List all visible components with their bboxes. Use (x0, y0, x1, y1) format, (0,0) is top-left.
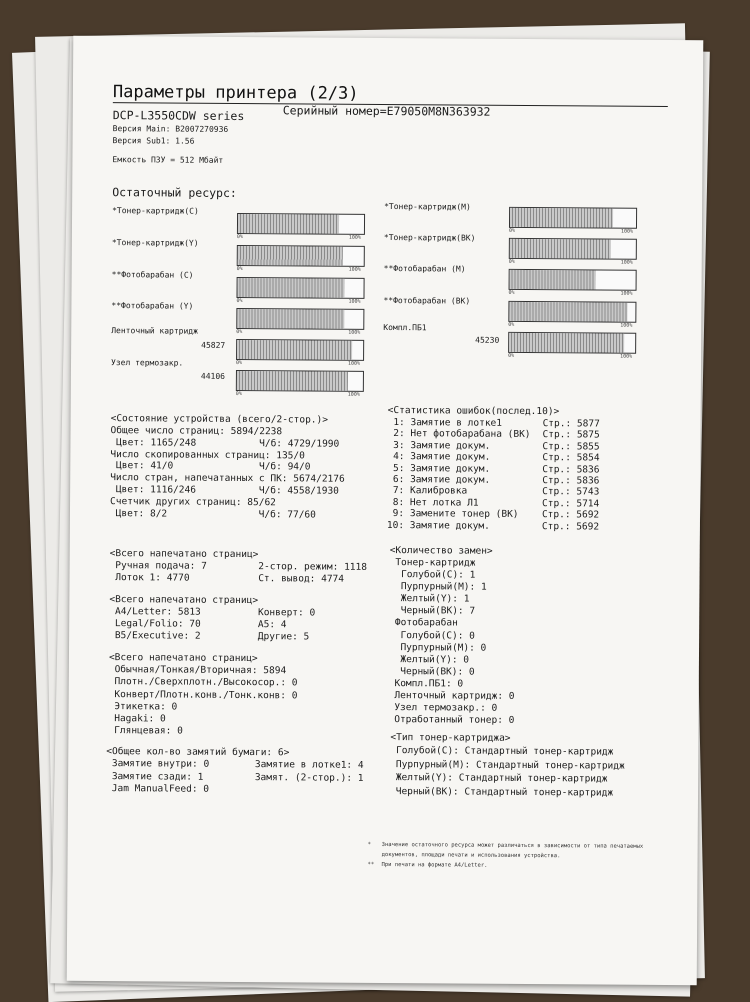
replacement-line: Фотобарабан (389, 618, 515, 631)
error-text: Замятие докум. (410, 451, 490, 463)
footnote-text: При печати на формате A4/Letter. (382, 862, 488, 869)
error-text: Замятие докум. (410, 520, 490, 532)
level-bar-right-1 (509, 238, 637, 260)
scale-max-label: 100% (620, 323, 632, 329)
total-printed-size-line: Legal/Folio: 70 A5: 4 (109, 618, 315, 631)
level-fill-fuser (237, 371, 348, 391)
error-row (387, 474, 530, 486)
gauge-label-left-2: **Фотобарабан (C) (112, 270, 194, 280)
total-printed-size-block (109, 606, 315, 643)
device-status-line: Число стран, напечатанных с ПК: 5674/2176 (110, 472, 345, 485)
total-printed-block (109, 560, 367, 586)
replacement-line: Пурпурный(M): 0 (389, 642, 515, 655)
scale-min-label: 0% (508, 322, 514, 328)
total-printed-media-line: Обычная/Тонкая/Вторичная: 5894 (109, 664, 298, 678)
scale-max-label: 100% (349, 267, 361, 273)
device-status-line: Цвет: 1165/248 Ч/б: 4729/1990 (110, 437, 345, 450)
error-row (387, 520, 530, 532)
paper-jam-line: Замятие сзади: 1 Замят. (2-стор.): 1 (106, 771, 363, 785)
replacement-line: Желтый(Y): 1 (389, 593, 515, 606)
error-text: Нет лотка Л1 (410, 497, 479, 508)
error-stats-table (387, 417, 531, 532)
error-index: 1: (388, 417, 411, 428)
replacement-line: Узел термозакр.: 0 (389, 702, 515, 715)
error-page: Стр.: 5743 (542, 486, 599, 498)
gauge-label-right-1: *Тонер-картридж(BK) (384, 233, 476, 243)
error-page: Стр.: 5836 (542, 464, 599, 476)
replacement-line: Голубой(C): 0 (389, 630, 515, 643)
gauge-label-right-2: **Фотобарабан (M) (384, 264, 466, 274)
gauge-label-right-0: *Тонер-картридж(M) (384, 202, 471, 212)
gauge-label-left-0: *Тонер-картридж(C) (112, 206, 199, 216)
footnote-text: Значение остаточного ресурса может различаться в зависимости от типа печатаемых (382, 842, 644, 850)
device-status-line: Общее число страниц: 5894/2238 (111, 425, 346, 438)
device-status-heading: <Состояние устройства (всего/2-стор.)> (111, 413, 328, 426)
remaining-heading: Остаточный ресурс: (112, 185, 237, 200)
footnote-line (367, 860, 643, 872)
error-index: 3: (387, 440, 410, 451)
error-page: Стр.: 5854 (542, 452, 599, 464)
scale-min-label: 0% (236, 360, 242, 366)
scale-max-label: 100% (621, 229, 633, 235)
level-bar-right-0 (509, 207, 637, 229)
toner-type-line: Черный(BK): Стандартный тонер-картридж (390, 785, 625, 800)
footnote-mark: * (368, 840, 382, 850)
gauge-label-right-3: **Фотобарабан (BK) (383, 296, 470, 306)
footnote-mark: ** (367, 860, 381, 870)
total-printed-size-line: B5/Executive: 2 Другие: 5 (109, 630, 315, 643)
pf-kit-value: 45230 (475, 336, 499, 345)
device-status-block (110, 425, 345, 521)
error-text: Замятие докум. (410, 463, 490, 475)
replacement-line: Ленточный картридж: 0 (389, 690, 515, 703)
device-status-line: Число скопированных страниц: 135/0 (110, 449, 345, 462)
error-index: 7: (387, 485, 410, 496)
level-bar-left-3 (236, 308, 364, 330)
error-row (388, 417, 531, 429)
error-text: Замятие докум. (410, 440, 490, 452)
error-page: Стр.: 5714 (542, 498, 599, 510)
replacement-line: Черный(BK): 7 (389, 605, 515, 618)
error-page: Стр.: 5692 (542, 521, 599, 533)
scale-max-label: 100% (348, 361, 360, 367)
replacement-line: Желтый(Y): 0 (389, 654, 515, 667)
error-page: Стр.: 5692 (542, 509, 599, 521)
scale-max-label: 100% (348, 330, 360, 336)
total-printed-media-line: Глянцевая: 0 (108, 726, 297, 740)
error-stats-heading: <Статистика ошибок(послед.10)> (388, 405, 560, 417)
total-printed-media-line: Этикетка: 0 (109, 701, 298, 715)
level-fill-right-0 (510, 208, 613, 228)
scale-max-label: 100% (621, 260, 633, 266)
error-index: 4: (387, 451, 410, 462)
error-row (387, 485, 530, 497)
toner-type-heading: <Тип тонер-картриджа> (390, 732, 510, 744)
error-row (387, 428, 530, 440)
footnote-text: документов, площади печати и использования устройства. (382, 852, 561, 859)
error-index: 2: (387, 428, 410, 439)
level-fill-left-0 (238, 214, 339, 234)
scale-min-label: 0% (509, 228, 515, 234)
level-fill-left-1 (238, 246, 343, 266)
serial-number: Серийный номер=E79050M8N363932 (283, 103, 491, 118)
level-fill-left-2 (237, 278, 344, 298)
level-fill-right-3 (509, 302, 628, 322)
model-name: DCP-L3550CDW series (113, 108, 245, 123)
error-text: Калибровка (410, 486, 467, 497)
error-text: Замятие докум. (410, 474, 490, 486)
level-fill-pf-kit (509, 333, 624, 353)
scale-min-label: 0% (236, 298, 242, 304)
error-row (387, 440, 530, 452)
memory-capacity: Емкость ПЗУ = 512 Мбайт (112, 155, 223, 165)
error-index: 6: (387, 474, 410, 485)
device-status-line: Счетчик других страниц: 85/62 (110, 496, 345, 509)
level-bar-left-0 (237, 213, 365, 235)
total-printed-size-heading: <Всего напечатано страниц> (109, 594, 258, 606)
scale-min-label: 0% (236, 391, 242, 397)
replacement-line: Черный(BK): 0 (389, 666, 515, 679)
error-row (387, 463, 530, 475)
level-fill-right-1 (510, 239, 611, 259)
error-row (387, 508, 530, 520)
toner-type-line: Голубой(C): Стандартный тонер-картридж (390, 744, 625, 759)
error-text: Замените тонер (BK) (410, 508, 519, 520)
main-version: Версия Main: B2007270936 (113, 124, 229, 134)
printer-settings-page (67, 36, 704, 985)
scale-max-label: 100% (348, 392, 360, 398)
replacements-heading: <Количество замен> (390, 545, 493, 557)
scale-min-label: 0% (237, 234, 243, 240)
level-bar-belt (236, 339, 364, 361)
scale-min-label: 0% (509, 259, 515, 265)
level-fill-left-3 (237, 309, 344, 329)
total-printed-line: Ручная подача: 7 2-стор. режим: 1118 (110, 560, 367, 574)
scale-max-label: 100% (620, 291, 632, 297)
belt-value: 45827 (201, 341, 225, 350)
error-page: Стр.: 5877 (543, 418, 600, 430)
total-printed-media-line: Плотн./Сверхплотн./Высокосор.: 0 (109, 676, 298, 690)
paper-jam-line: Jam ManualFeed: 0 (106, 783, 363, 797)
level-bar-left-2 (236, 277, 364, 299)
replacement-line: Голубой(C): 1 (390, 569, 516, 582)
total-printed-line: Лоток 1: 4770 Ст. вывод: 4774 (109, 572, 366, 586)
level-bar-right-3 (508, 301, 636, 323)
fuser-value: 44106 (201, 372, 225, 381)
error-text: Замятие в лотке1 (410, 417, 502, 429)
device-status-line: Цвет: 1116/246 Ч/б: 4558/1930 (110, 484, 345, 497)
scale-min-label: 0% (236, 329, 242, 335)
error-index: 8: (387, 497, 410, 508)
error-index: 9: (387, 508, 410, 519)
gauge-label-left-1: *Тонер-картридж(Y) (112, 238, 199, 248)
total-printed-media-block (108, 664, 297, 739)
level-fill-right-2 (510, 270, 596, 290)
scale-min-label: 0% (237, 266, 243, 272)
replacements-block (388, 557, 515, 727)
level-bar-left-1 (237, 245, 365, 267)
replacement-line: Компл.ПБ1: 0 (389, 678, 515, 691)
level-bar-pf-kit (508, 332, 636, 354)
scale-min-label: 0% (509, 290, 515, 296)
scale-min-label: 0% (508, 353, 514, 359)
paper-jams-block (106, 758, 364, 797)
replacement-line: Отработанный тонер: 0 (388, 714, 514, 727)
replacement-line: Пурпурный(M): 1 (389, 581, 515, 594)
gauge-label-left-3: **Фотобарабан (Y) (111, 301, 193, 311)
footnotes (367, 840, 643, 872)
error-index: 5: (387, 463, 410, 474)
level-bar-fuser (236, 370, 364, 392)
total-printed-media-heading: <Всего напечатано страниц> (109, 652, 258, 664)
level-fill-belt (237, 340, 352, 360)
pf-kit-label: Компл.ПБ1 (383, 323, 426, 332)
scale-max-label: 100% (620, 354, 632, 360)
error-index: 10: (387, 520, 410, 531)
paper-jam-line: Замятие внутри: 0 Замятие в лотке1: 4 (106, 758, 363, 772)
page-title: Параметры принтера (2/3) (113, 82, 359, 104)
total-printed-heading: <Всего напечатано страниц> (110, 548, 259, 560)
device-status-line: Цвет: 41/0 Ч/б: 94/0 (110, 460, 345, 473)
level-bar-right-2 (509, 269, 637, 291)
total-printed-media-line: Конверт/Плотн.конв./Тонк.конв: 0 (109, 689, 298, 703)
toner-type-line: Пурпурный(M): Стандартный тонер-картридж (390, 758, 625, 773)
total-printed-size-line: A4/Letter: 5813 Конверт: 0 (109, 606, 315, 619)
device-status-line: Цвет: 8/2 Ч/б: 77/60 (110, 508, 345, 521)
error-text: Нет фотобарабана (BK) (410, 429, 530, 441)
fuser-label: Узел термозакр. (111, 358, 183, 368)
error-page: Стр.: 5836 (542, 475, 599, 487)
sub1-version: Версия Sub1: 1.56 (113, 136, 195, 146)
toner-type-line: Желтый(Y): Стандартный тонер-картридж (390, 771, 625, 786)
error-page: Стр.: 5855 (542, 441, 599, 453)
error-row (387, 497, 530, 509)
toner-type-block (390, 744, 625, 800)
error-row (387, 451, 530, 463)
replacement-line: Тонер-картридж (390, 557, 516, 570)
scale-max-label: 100% (348, 299, 360, 305)
belt-label: Ленточный картридж (111, 326, 198, 336)
scale-max-label: 100% (349, 235, 361, 241)
total-printed-media-line: Hagaki: 0 (108, 713, 297, 727)
error-page: Стр.: 5875 (542, 429, 599, 441)
paper-jams-heading: <Общее кол-во замятий бумаги: 6> (106, 746, 289, 758)
